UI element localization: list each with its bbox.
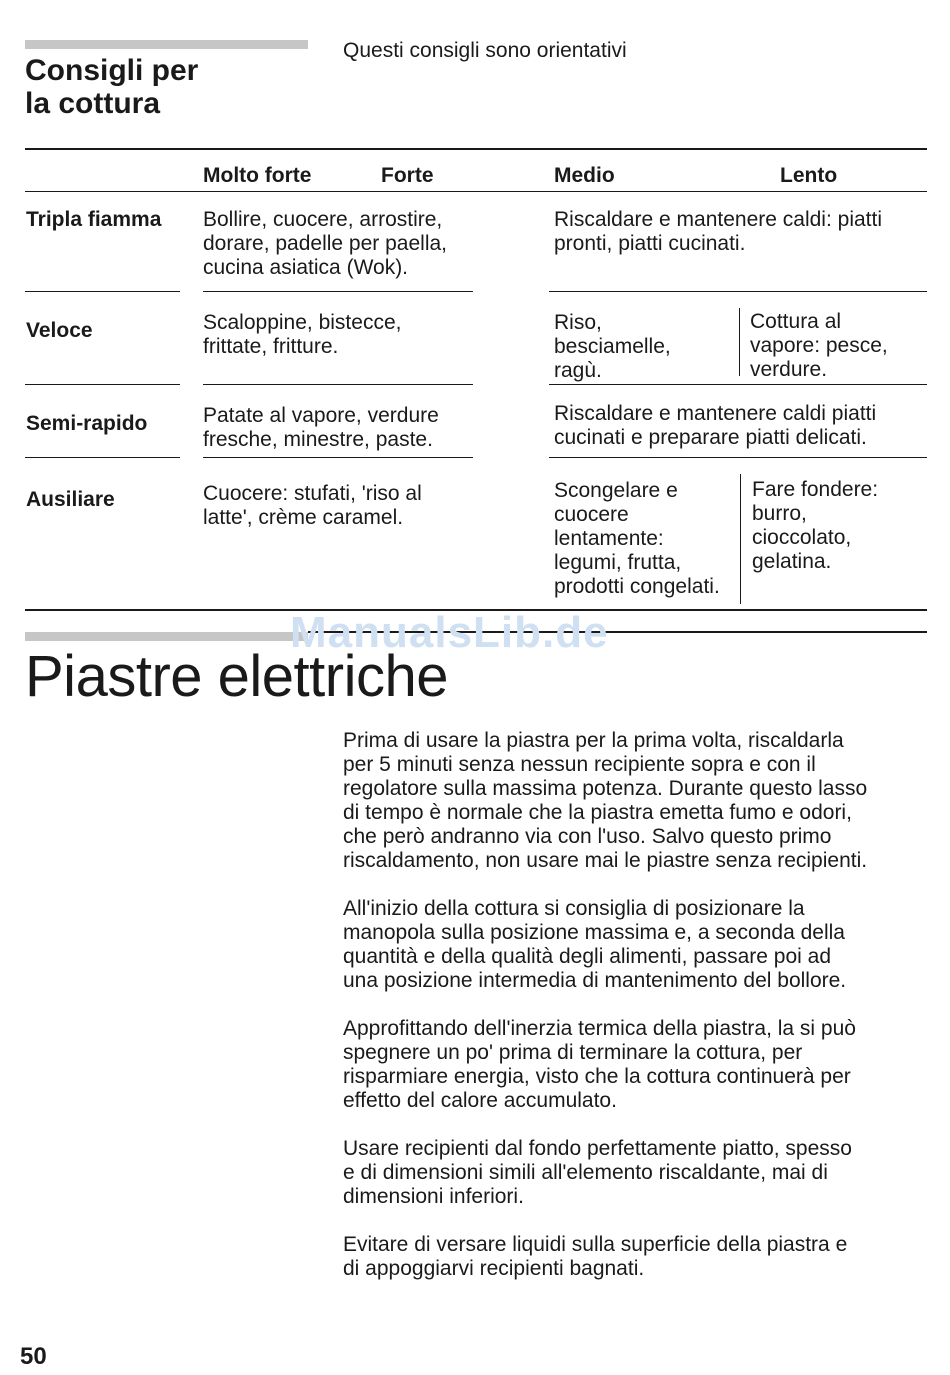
header-medio: Medio	[554, 164, 615, 187]
cell-semi-rapido-medium: Riscaldare e mantenere caldi piatti cucinati e preparare piatti delicati.	[554, 402, 877, 449]
cell-tripla-fiamma-high: Bollire, cuocere, arrostire, dorare, padelle per paella, cucina asiatica (Wok).	[203, 208, 448, 279]
row-rule	[549, 384, 927, 385]
header-forte: Forte	[381, 164, 434, 187]
row-rule	[203, 291, 473, 292]
section-intro: Questi consigli sono orientativi	[343, 39, 627, 62]
row-rule	[25, 384, 180, 385]
cell-semi-rapido-high: Patate al vapore, verdure fresche, minestre, paste.	[203, 404, 439, 451]
cell-veloce-high: Scaloppine, bistecce, frittate, fritture.	[203, 311, 402, 358]
piastre-body	[343, 729, 938, 1305]
cell-ausiliare-medium: Scongelare e cuocere lentamente: legumi, frutta, prodotti congelati.	[554, 479, 720, 598]
table-top-rule	[25, 148, 927, 150]
piastre-top-bar	[25, 632, 308, 641]
cell-veloce-low: Cottura al vapore: pesce, verdure.	[750, 310, 888, 381]
watermark: ManualsLib.de	[290, 608, 609, 657]
cell-veloce-medium: Riso, besciamelle, ragù.	[554, 311, 671, 382]
row-label-semi-rapido: Semi-rapido	[26, 412, 148, 435]
paragraph: Usare recipienti dal fondo perfettamente piatto, spesso e di dimensioni simili all'elemento riscaldante, mai di dimensioni inferiori.	[343, 1137, 852, 1208]
column-divider	[739, 308, 740, 376]
column-divider	[740, 474, 741, 604]
section-top-bar	[25, 40, 308, 49]
row-rule	[549, 291, 927, 292]
page-number: 50	[20, 1343, 47, 1370]
cell-ausiliare-high: Cuocere: stufati, 'riso al latte', crème caramel.	[203, 482, 422, 529]
header-lento: Lento	[780, 164, 838, 187]
cell-tripla-fiamma-medium: Riscaldare e mantenere caldi: piatti pronti, piatti cucinati.	[554, 208, 883, 255]
row-rule	[203, 384, 473, 385]
cell-ausiliare-low: Fare fondere: burro, cioccolato, gelatina.	[752, 478, 879, 573]
row-rule	[549, 457, 927, 458]
section-title-line1: Consigli per	[25, 54, 199, 87]
section-title-line2: la cottura	[25, 87, 161, 120]
row-label-ausiliare: Ausiliare	[26, 488, 115, 511]
row-rule	[203, 457, 473, 458]
paragraph: Evitare di versare liquidi sulla superficie della piastra e di appoggiarvi recipienti bagnati.	[343, 1233, 848, 1280]
row-rule	[25, 457, 180, 458]
paragraph: Approfittando dell'inerzia termica della piastra, la si può spegnere un po' prima di terminare la cottura, per risparmiare energia, visto che la cottura continuerà per effetto del calore accumulato.	[343, 1017, 856, 1112]
paragraph: Prima di usare la piastra per la prima volta, riscaldarla per 5 minuti senza nessun recipiente sopra e con il regolatore sulla massima potenza. Durante questo lasso di tempo è normale che la piastra emetta fumo e odori, che però andranno via con l'uso. Salvo questo primo riscaldamento, non usare mai le piastre senza recipienti.	[343, 729, 868, 872]
section-title	[25, 54, 315, 120]
row-rule	[25, 291, 180, 292]
header-molto-forte: Molto forte	[203, 164, 312, 187]
piastre-title: Piastre elettriche	[25, 644, 448, 709]
row-label-tripla-fiamma: Tripla fiamma	[26, 208, 162, 231]
paragraph: All'inizio della cottura si consiglia di posizionare la manopola sulla posizione massima e, a seconda della quantità e della qualità degli alimenti, passare poi ad una posizione intermedia di mantenimento del bollore.	[343, 897, 847, 992]
header-rule	[25, 191, 927, 192]
row-label-veloce: Veloce	[26, 319, 93, 342]
